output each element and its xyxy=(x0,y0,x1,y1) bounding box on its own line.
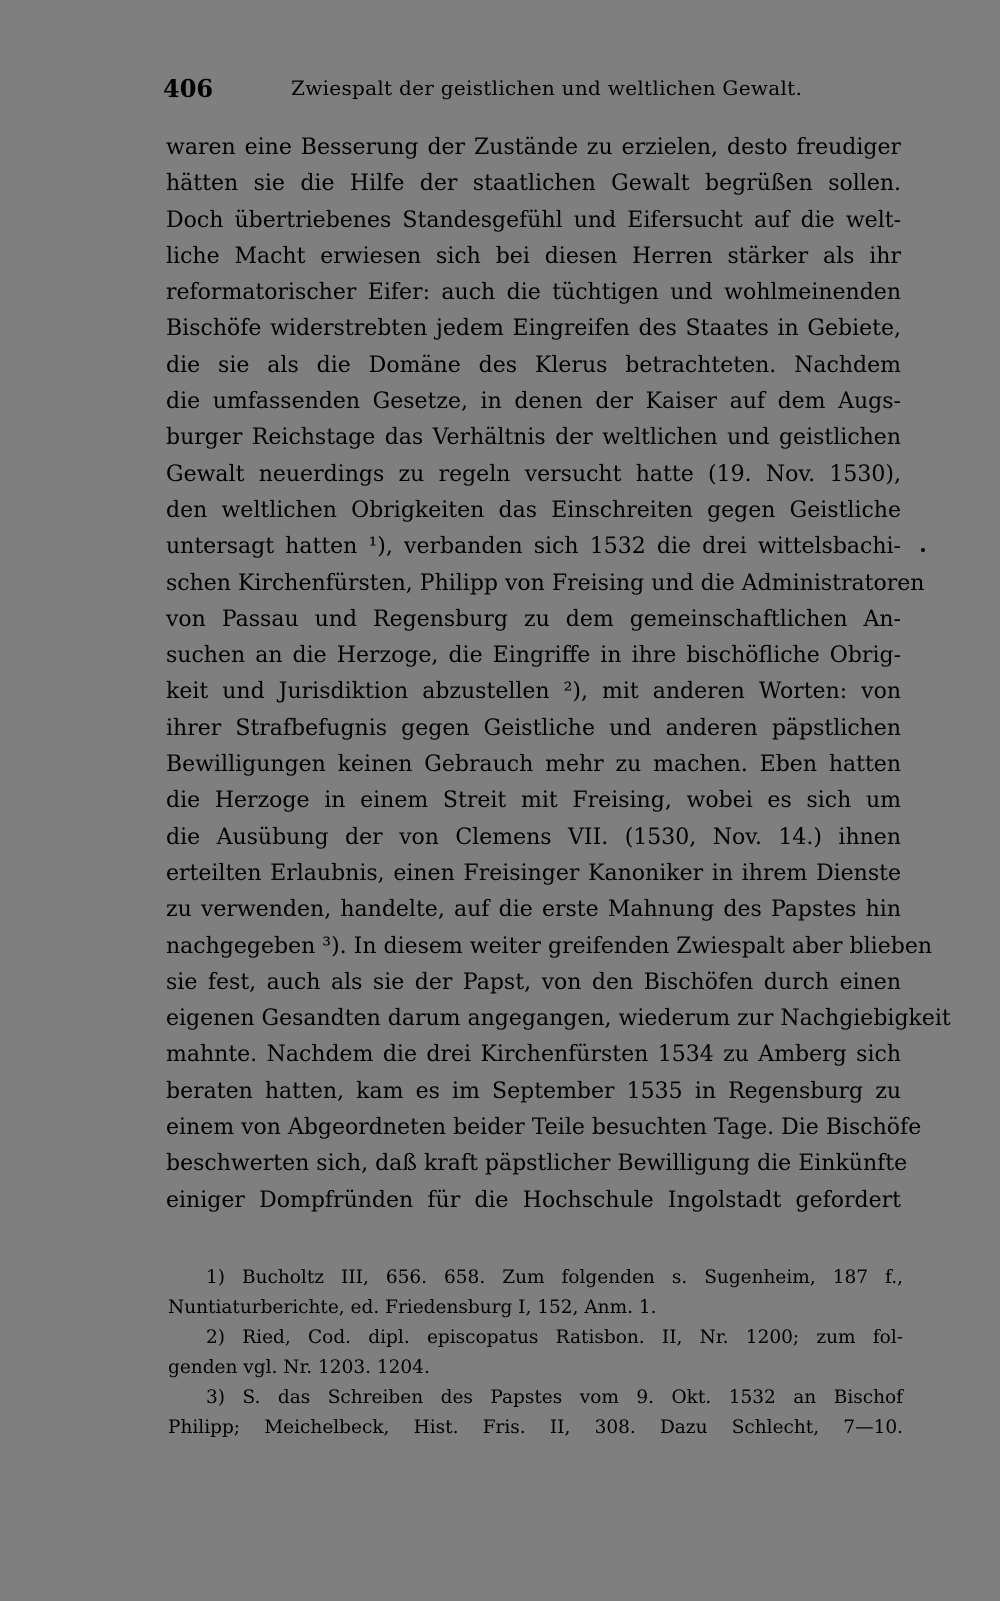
text-line: eigenen Gesandten darum angegangen, wiederum zur Nachgiebigkeit xyxy=(166,1006,951,1032)
text-line: die Herzoge in einem Streit mit Freising, wobei es sich um xyxy=(166,788,901,814)
footnote-2-line-1: 2) Ried, Cod. dipl. episcopatus Ratisbon. II, Nr. 1200; zum fol- xyxy=(206,1327,903,1348)
text-line: den weltlichen Obrigkeiten das Einschreiten gegen Geistliche xyxy=(166,497,901,523)
body-text xyxy=(166,130,951,1219)
running-title: Zwiespalt der geistlichen und weltlichen Gewalt. xyxy=(291,76,803,100)
text-line: reformatorischer Eifer: auch die tüchtigen und wohlmeinenden xyxy=(166,280,901,306)
text-line: beraten hatten, kam es im September 1535 in Regensburg zu xyxy=(166,1078,901,1104)
print-speck xyxy=(921,548,925,552)
text-line: Gewalt neuerdings zu regeln versucht hatte (19. Nov. 1530), xyxy=(166,461,901,487)
text-line: mahnte. Nachdem die drei Kirchenfürsten 1534 zu Amberg sich xyxy=(166,1042,901,1068)
page-header xyxy=(163,74,903,110)
text-line: Doch übertriebenes Standesgefühl und Eifersucht auf die welt- xyxy=(166,207,901,233)
text-line: die sie als die Domäne des Klerus betrachteten. Nachdem xyxy=(166,352,901,378)
footnote-2-line-2: genden vgl. Nr. 1203. 1204. xyxy=(168,1357,430,1378)
text-line: die Ausübung der von Clemens VII. (1530, Nov. 14.) ihnen xyxy=(166,824,901,850)
text-line: einem von Abgeordneten beider Teile besuchten Tage. Die Bischöfe xyxy=(166,1115,922,1141)
text-line: von Passau und Regensburg zu dem gemeinschaftlichen An- xyxy=(166,606,901,632)
text-line: beschwerten sich, daß kraft päpstlicher Bewilligung die Einkünfte xyxy=(166,1151,908,1177)
text-line: untersagt hatten ¹), verbanden sich 1532 die drei wittelsbachi- xyxy=(166,534,901,560)
footnote-1-line-2: Nuntiaturberichte, ed. Friedensburg I, 152, Anm. 1. xyxy=(168,1297,657,1318)
footnote-1-line-1: 1) Bucholtz III, 656. 658. Zum folgenden s. Sugenheim, 187 f., xyxy=(206,1267,903,1288)
text-line: hätten sie die Hilfe der staatlichen Gewalt begrüßen sollen. xyxy=(166,171,901,197)
text-line: erteilten Erlaubnis, einen Freisinger Kanoniker in ihrem Dienste xyxy=(166,860,901,886)
footnotes xyxy=(168,1263,903,1443)
text-line: Bischöfe widerstrebten jedem Eingreifen des Staates in Gebiete, xyxy=(166,316,901,342)
text-line: waren eine Besserung der Zustände zu erzielen, desto freudiger xyxy=(166,135,901,160)
footnote-3-line-1: 3) S. das Schreiben des Papstes vom 9. Okt. 1532 an Bischof xyxy=(206,1387,903,1408)
text-line: suchen an die Herzoge, die Eingriffe in ihre bischöfliche Obrig- xyxy=(166,643,901,669)
footnote-3-line-2: Philipp; Meichelbeck, Hist. Fris. II, 308. Dazu Schlecht, 7—10. xyxy=(168,1417,903,1438)
text-line: schen Kirchenfürsten, Philipp von Freising und die Administratoren xyxy=(166,570,925,596)
text-line: nachgegeben ³). In diesem weiter greifenden Zwiespalt aber blieben xyxy=(166,933,933,959)
text-line: keit und Jurisdiktion abzustellen ²), mit anderen Worten: von xyxy=(166,679,901,705)
text-line: Bewilligungen keinen Gebrauch mehr zu machen. Eben hatten xyxy=(166,752,901,778)
text-line: burger Reichstage das Verhältnis der weltlichen und geistlichen xyxy=(166,425,901,451)
text-line: ihrer Strafbefugnis gegen Geistliche und anderen päpstlichen xyxy=(166,715,901,741)
text-line: die umfassenden Gesetze, in denen der Kaiser auf dem Augs- xyxy=(166,389,901,415)
text-line: liche Macht erwiesen sich bei diesen Herren stärker als ihr xyxy=(166,243,901,269)
text-line: einiger Dompfründen für die Hochschule Ingolstadt gefordert xyxy=(166,1187,901,1213)
text-line: zu verwenden, handelte, auf die erste Mahnung des Papstes hin xyxy=(166,897,901,923)
text-line: sie fest, auch als sie der Papst, von den Bischöfen durch einen xyxy=(166,969,901,995)
page-number: 406 xyxy=(163,74,214,103)
